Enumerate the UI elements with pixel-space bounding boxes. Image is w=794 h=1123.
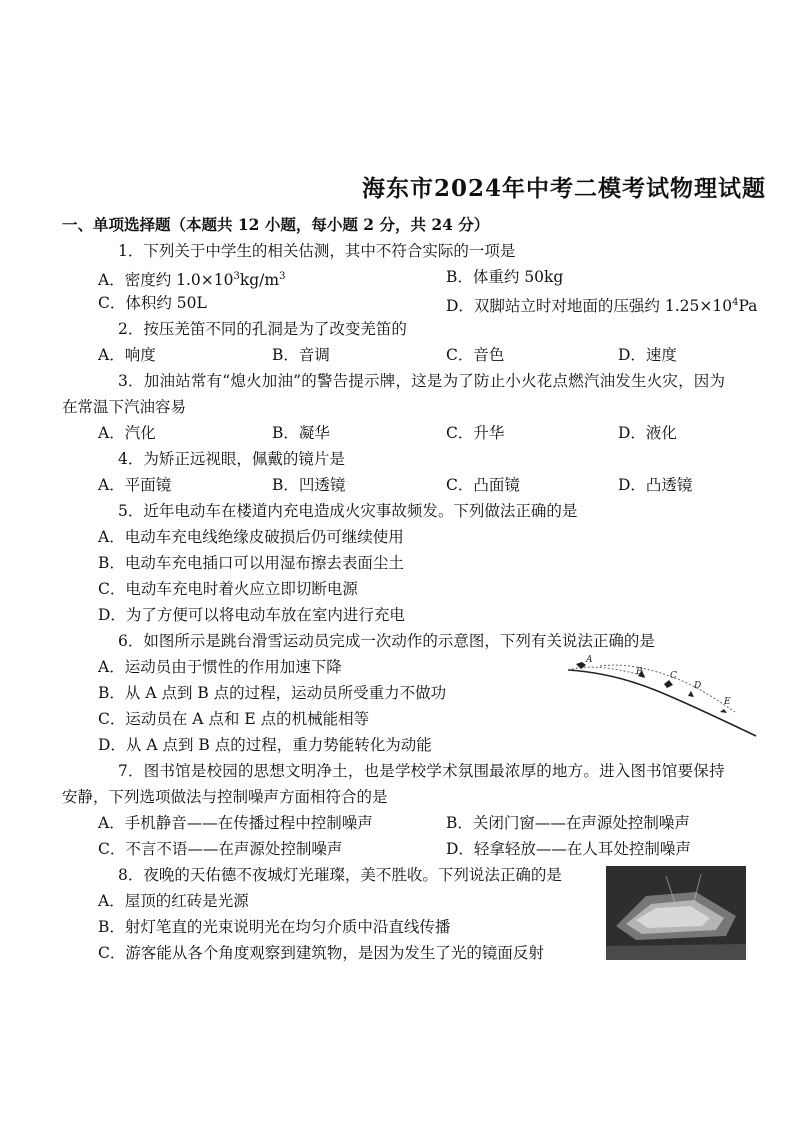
q2-option-a: A．响度: [98, 346, 156, 364]
q7-option-d: D．轻拿轻放——在人耳处控制噪声: [446, 840, 691, 858]
q5-option-d: D．为了方便可以将电动车放在室内进行充电: [98, 606, 405, 624]
ski-jump-figure: [560, 652, 760, 742]
q2-option-d: D．速度: [618, 346, 677, 364]
q1-option-d: D．双脚站立时对地面的压强约 $1.25\times 10^4Pa$: [446, 297, 758, 315]
q6-option-c: C．运动员在 A 点和 E 点的机械能相等: [98, 710, 370, 728]
q7-stem-cont: 安静，下列选项做法与控制噪声方面相符合的是: [62, 788, 388, 806]
q3-option-a: A．汽化: [98, 424, 156, 442]
q1-option-a: A．密度约 $1.0\times 10^3kg/m^3$: [98, 271, 286, 289]
q4-option-b: B．凹透镜: [272, 476, 346, 494]
fig-label-a: A: [586, 655, 593, 665]
fig-label-e: E: [724, 697, 731, 707]
section-heading: 一、单项选择题（本题共 12 小题，每小题 2 分，共 24 分）: [62, 215, 490, 234]
q2-option-c: C．音色: [446, 346, 505, 364]
q8-option-c: C．游客能从各个角度观察到建筑物，是因为发生了光的镜面反射: [98, 944, 544, 962]
q6-option-a: A．运动员由于惯性的作用加速下降: [98, 658, 342, 676]
q5-option-a: A．电动车充电线绝缘皮破损后仍可继续使用: [98, 528, 404, 546]
fig-label-d: D: [694, 681, 702, 691]
q7-option-c: C．不言不语——在声源处控制噪声: [98, 840, 343, 858]
q4-stem: 4．为矫正远视眼，佩戴的镜片是: [118, 450, 345, 468]
q6-option-b: B．从 A 点到 B 点的过程，运动员所受重力不做功: [98, 684, 447, 702]
q1-option-c: C．体积约 50L: [98, 294, 207, 312]
q6-stem: 6．如图所示是跳台滑雪运动员完成一次动作的示意图，下列有关说法正确的是: [118, 632, 655, 650]
q4-option-d: D．凸透镜: [618, 476, 693, 494]
q4-option-a: A．平面镜: [98, 476, 172, 494]
night-building-photo: [606, 866, 746, 960]
q3-option-d: D．液化: [618, 424, 677, 442]
q2-option-b: B．音调: [272, 346, 330, 364]
q1-option-b: B．体重约 50kg: [446, 268, 564, 286]
q3-option-c: C．升华: [446, 424, 505, 442]
q7-option-a: A．手机静音——在传播过程中控制噪声: [98, 814, 373, 832]
q2-stem: 2．按压羌笛不同的孔洞是为了改变羌笛的: [118, 320, 407, 338]
q8-option-a: A．屋顶的红砖是光源: [98, 892, 249, 910]
exam-title: 海东市2024年中考二模考试物理试题: [362, 175, 767, 202]
q5-stem: 5．近年电动车在楼道内充电造成火灾事故频发。下列做法正确的是: [118, 502, 578, 520]
q5-option-c: C．电动车充电时着火应立即切断电源: [98, 580, 358, 598]
q8-option-b: B．射灯笔直的光束说明光在均匀介质中沿直线传播: [98, 918, 451, 936]
q8-stem: 8．夜晚的天佑德不夜城灯光璀璨，美不胜收。下列说法正确的是: [118, 866, 562, 884]
q1-stem: 1．下列关于中学生的相关估测，其中不符合实际的一项是: [118, 242, 516, 260]
skier-icon: [576, 662, 727, 713]
q6-option-d: D．从 A 点到 B 点的过程，重力势能转化为动能: [98, 736, 432, 754]
q3-option-b: B．凝华: [272, 424, 330, 442]
fig-label-c: C: [670, 671, 677, 681]
q7-option-b: B．关闭门窗——在声源处控制噪声: [446, 814, 690, 832]
q4-option-c: C．凸面镜: [446, 476, 520, 494]
q3-stem: 3．加油站常有“熄火加油”的警告提示牌，这是为了防止小火花点燃汽油发生火灾，因为: [118, 372, 726, 390]
fig-label-b: B: [636, 667, 643, 677]
q5-option-b: B．电动车充电插口可以用湿布擦去表面尘土: [98, 554, 404, 572]
q7-stem: 7．图书馆是校园的思想文明净土，也是学校学术氛围最浓厚的地方。进入图书馆要保持: [118, 762, 725, 780]
q3-stem-cont: 在常温下汽油容易: [62, 398, 187, 416]
